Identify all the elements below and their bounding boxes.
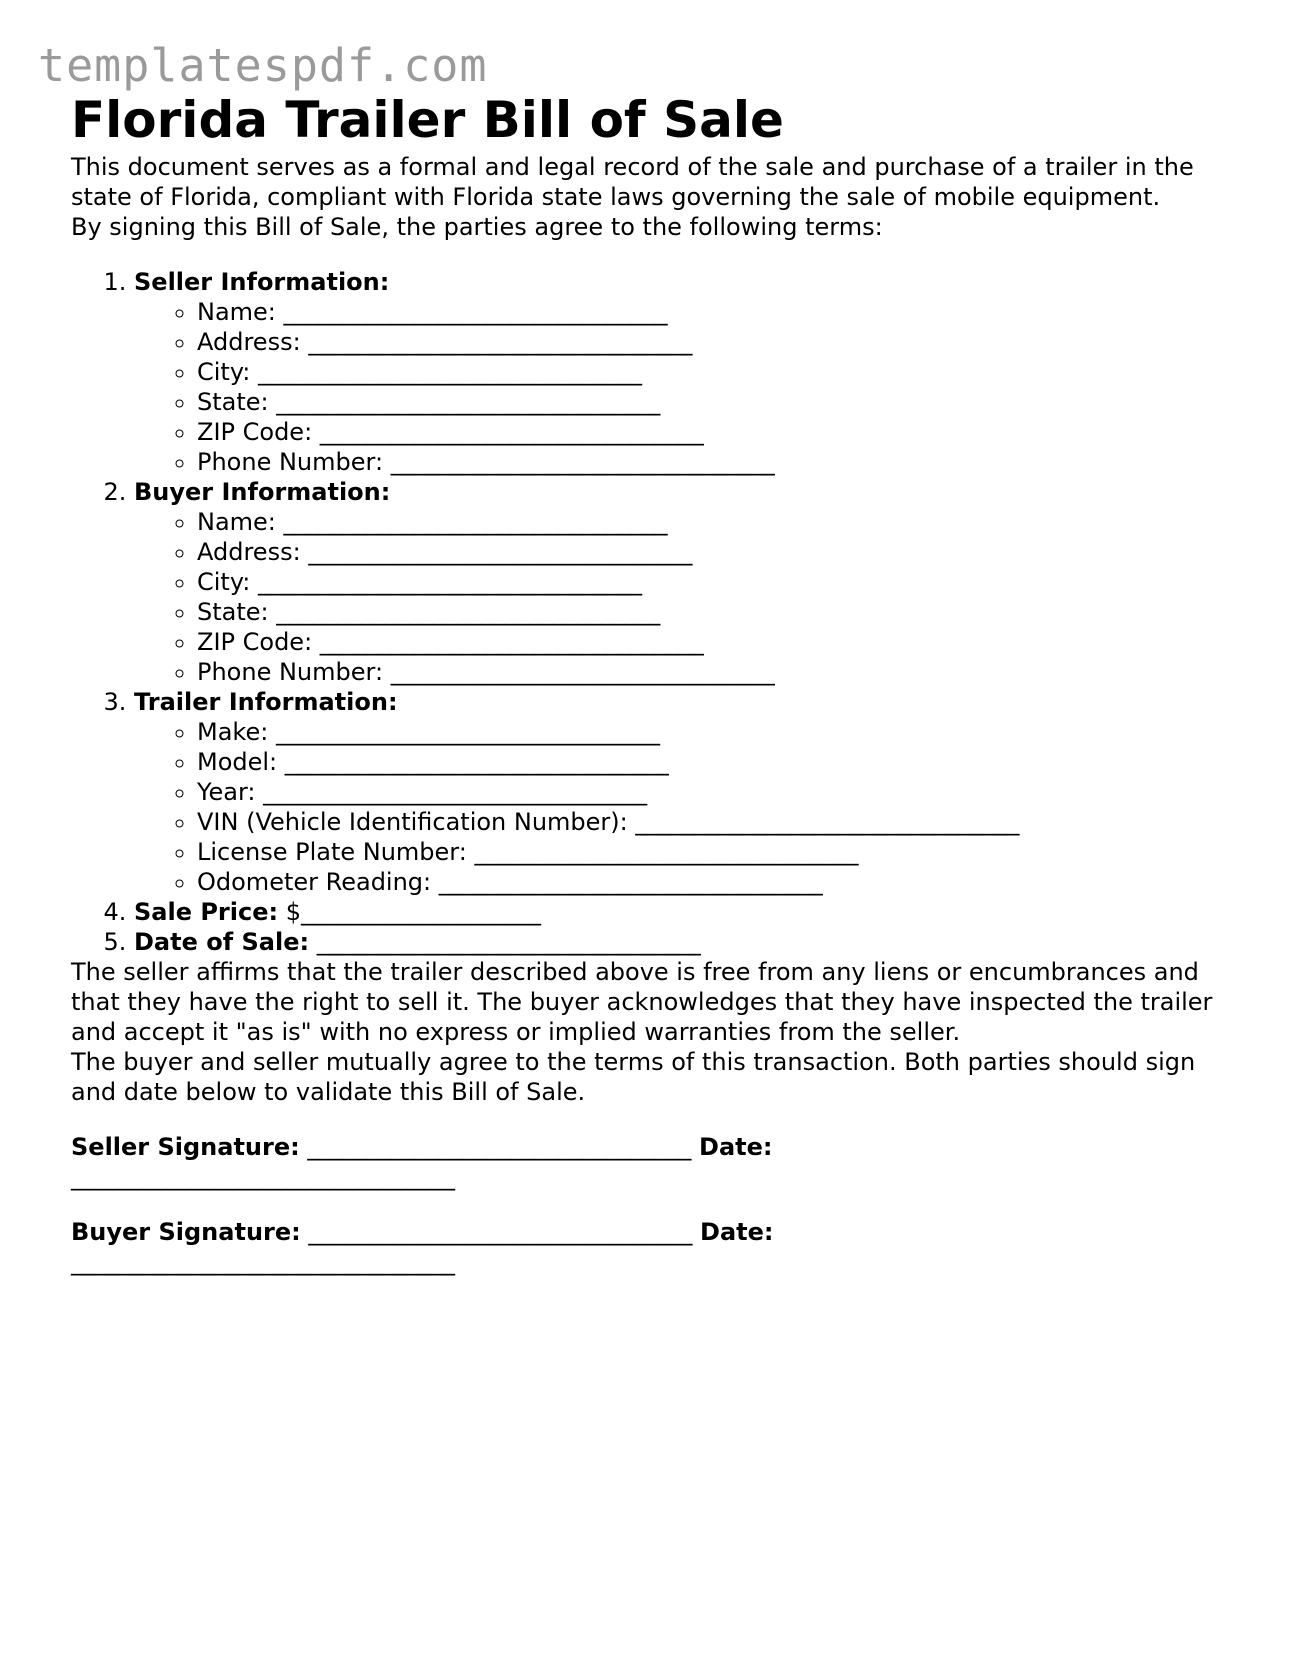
agreement-paragraph: By signing this Bill of Sale, the parties agree to the following terms: — [71, 213, 883, 241]
trailer-fields — [134, 717, 1231, 897]
buyer-fields — [134, 507, 1231, 687]
field-label: Model: — [197, 748, 278, 776]
field-trailer-odometer — [197, 867, 1231, 897]
fill-blank[interactable]: ________________________________ — [276, 388, 661, 416]
fill-blank[interactable]: ________________________________ — [390, 658, 775, 686]
fill-blank[interactable]: ________________________________ — [284, 748, 669, 776]
field-label: License Plate Number: — [197, 838, 467, 866]
seller-signature-label: Seller Signature: — [71, 1133, 300, 1161]
field-trailer-make — [197, 717, 1231, 747]
fill-blank[interactable]: ________________________________ — [276, 598, 661, 626]
field-label: ZIP Code: — [197, 418, 313, 446]
field-label: Make: — [197, 718, 269, 746]
field-seller-phone — [197, 447, 1231, 477]
intro-paragraph: This document serves as a formal and legal record of the sale and purchase of a trailer in the state of Florida, compliant with Florida state laws governing the sale of mobile equipment. — [71, 153, 1194, 211]
seller-signature-blank[interactable]: ________________________________ — [307, 1133, 692, 1161]
term-buyer-information — [134, 477, 1231, 687]
affirmation-paragraph: The seller affirms that the trailer described above is free from any liens or encumbrances and that they have the right to sell it. The buyer acknowledges that they have inspected the trailer and accept it "as is" with no express or implied warranties from the seller. — [71, 958, 1213, 1046]
sale-price-blank[interactable]: $____________________ — [285, 898, 542, 926]
fill-blank[interactable]: ________________________________ — [635, 808, 1020, 836]
term-sale-price — [134, 897, 1231, 927]
buyer-date-blank[interactable]: ________________________________ — [71, 1248, 455, 1276]
fill-blank[interactable]: ________________________________ — [263, 778, 648, 806]
term-date-of-sale — [134, 927, 1231, 957]
term-seller-information — [134, 267, 1231, 477]
field-label: Name: — [197, 508, 276, 536]
seller-date-label: Date: — [699, 1133, 773, 1161]
fill-blank[interactable]: ________________________________ — [258, 568, 643, 596]
fill-blank[interactable]: ________________________________ — [438, 868, 823, 896]
field-label: VIN (Vehicle Identification Number): — [197, 808, 628, 836]
watermark: templatespdf.com — [38, 39, 488, 92]
field-buyer-zip — [197, 627, 1231, 657]
buyer-date-label: Date: — [700, 1218, 774, 1246]
field-trailer-license-plate — [197, 837, 1231, 867]
field-seller-state — [197, 387, 1231, 417]
term-heading: Seller Information: — [134, 268, 390, 296]
fill-blank[interactable]: ________________________________ — [474, 838, 859, 866]
field-label: Address: — [197, 328, 301, 356]
field-buyer-address — [197, 537, 1231, 567]
fill-blank[interactable]: ________________________________ — [275, 718, 660, 746]
field-label: Phone Number: — [197, 448, 384, 476]
field-label: Name: — [197, 298, 276, 326]
field-label: City: — [197, 358, 251, 386]
term-heading: Date of Sale: — [134, 928, 310, 956]
field-trailer-vin — [197, 807, 1231, 837]
field-label: State: — [197, 598, 269, 626]
field-label: City: — [197, 568, 251, 596]
fill-blank[interactable]: ________________________________ — [308, 538, 693, 566]
field-label: State: — [197, 388, 269, 416]
term-heading: Buyer Information: — [134, 478, 391, 506]
field-seller-address — [197, 327, 1231, 357]
seller-signature-line — [71, 1132, 851, 1192]
field-label: Address: — [197, 538, 301, 566]
field-seller-name — [197, 297, 1231, 327]
field-label: Odometer Reading: — [197, 868, 432, 896]
field-seller-city — [197, 357, 1231, 387]
fill-blank[interactable]: ________________________________ — [319, 418, 704, 446]
field-seller-zip — [197, 417, 1231, 447]
fill-blank[interactable]: ________________________________ — [319, 628, 704, 656]
fill-blank[interactable]: ________________________________ — [258, 358, 643, 386]
buyer-signature-blank[interactable]: ________________________________ — [308, 1218, 693, 1246]
fill-blank[interactable]: ________________________________ — [308, 328, 693, 356]
buyer-signature-line — [71, 1217, 851, 1277]
agreement-closing-paragraph: The buyer and seller mutually agree to the terms of this transaction. Both parties should sign and date below to validate this Bill of Sale. — [71, 1048, 1196, 1106]
buyer-signature-label: Buyer Signature: — [71, 1218, 301, 1246]
field-trailer-model — [197, 747, 1231, 777]
fill-blank[interactable]: ________________________________ — [390, 448, 775, 476]
field-trailer-year — [197, 777, 1231, 807]
terms-list — [71, 267, 1231, 957]
field-buyer-state — [197, 597, 1231, 627]
term-heading: Sale Price: — [134, 898, 279, 926]
field-buyer-name — [197, 507, 1231, 537]
document-title: Florida Trailer Bill of Sale — [71, 91, 784, 149]
seller-date-blank[interactable]: ________________________________ — [71, 1163, 455, 1191]
field-buyer-city — [197, 567, 1231, 597]
field-buyer-phone — [197, 657, 1231, 687]
date-of-sale-blank[interactable]: ________________________________ — [316, 928, 701, 956]
field-label: Year: — [197, 778, 256, 806]
term-heading: Trailer Information: — [134, 688, 398, 716]
field-label: ZIP Code: — [197, 628, 313, 656]
term-trailer-information — [134, 687, 1231, 897]
field-label: Phone Number: — [197, 658, 384, 686]
document — [71, 88, 1231, 1277]
fill-blank[interactable]: ________________________________ — [283, 298, 668, 326]
seller-fields — [134, 297, 1231, 477]
fill-blank[interactable]: ________________________________ — [283, 508, 668, 536]
